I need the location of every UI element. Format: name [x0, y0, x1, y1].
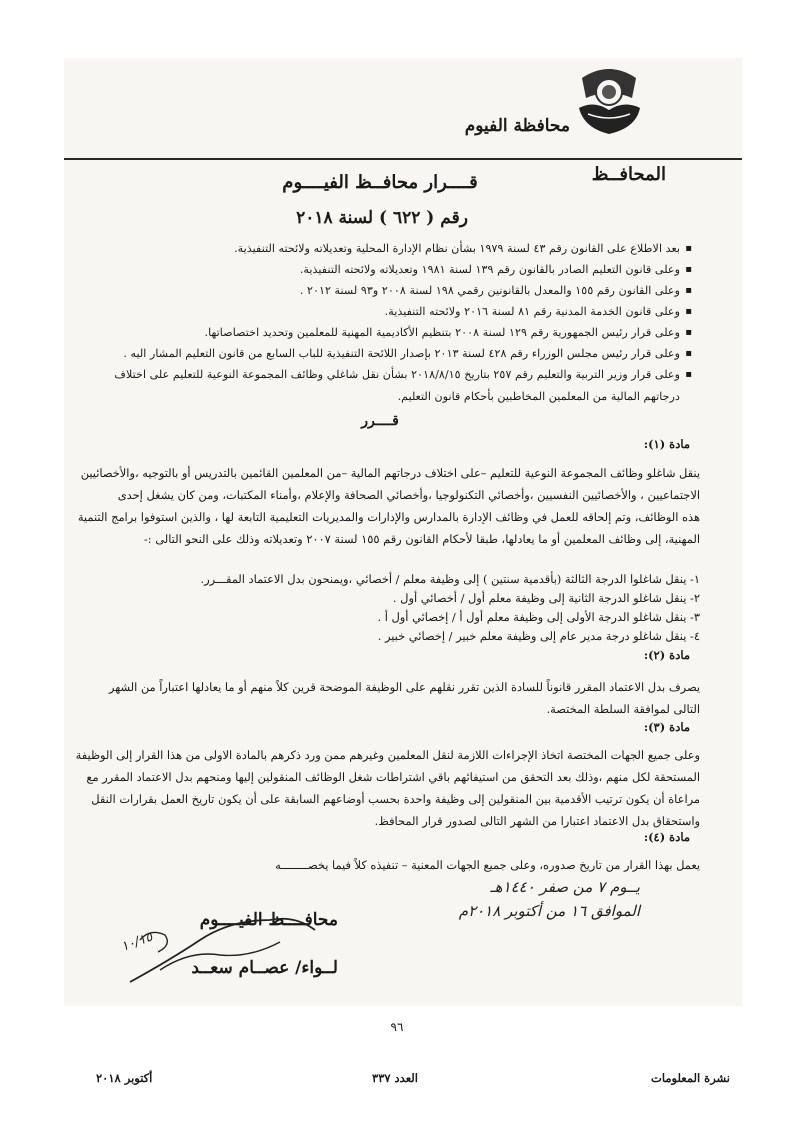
- signature-title: محافــــظ الفيــــوم: [199, 910, 338, 930]
- gregorian-date: الموافق ١٦ من أكتوبر ٢٠١٨م: [458, 902, 640, 920]
- article-1-line: هذه الوظائف، وتم إلحاقه للعمل في وظائف الإدارة بالمدارس والإدارات والمديريات التعليمية التابعة لها ، والذين استوفوا برامج التنمية: [77, 510, 700, 524]
- decided-heading: قــــرر: [361, 413, 399, 429]
- footer-issue: العدد ٣٣٧: [372, 1071, 418, 1085]
- preamble-line: ▪ بعد الاطلاع على القانون رقم ٤٣ لسنة ١٩٧٩ بشأن نظام الإدارة المحلية وتعديلاته ولائحته التنفيذية.: [70, 241, 680, 256]
- decree-title: قــــرار محافــظ الفيــــوم: [282, 172, 478, 193]
- governorate-emblem-icon: [574, 58, 644, 142]
- preamble-line: ▪ وعلى قانون التعليم الصادر بالقانون رقم ١٣٩ لسنة ١٩٨١ وتعديلاته ولائحته التنفيذية.: [70, 262, 680, 277]
- preamble-line: ▪ وعلى قرار رئيس الجمهورية رقم ١٢٩ لسنة ٢٠٠٨ بتنظيم الأكاديمية المهنية للمعلمين وتحديد اختصاصاتها.: [70, 325, 680, 340]
- decree-number: رقم ( ٦٢٢ ) لسنة ٢٠١٨: [296, 208, 468, 228]
- governor-heading: المحافــظ: [591, 164, 666, 185]
- governorate-name: محافظة الفيوم: [464, 116, 570, 136]
- article-3-line: وعلى جميع الجهات المختصة اتخاذ الإجراءات اللازمة لنقل المعلمين وغيرهم ممن ورد ذكرهم بالمادة الاولى من هذا القرار إلى الوظيفة: [75, 748, 700, 762]
- footer-date: أكتوبر ٢٠١٨: [96, 1071, 153, 1085]
- preamble-continuation: درجاتهم المالية من المعلمين المخاطبين بأحكام قانون التعليم.: [397, 390, 680, 403]
- article-1-item: ١- ينقل شاغلوا الدرجة الثالثة (بأقدمية سنتين ) إلى وظيفة معلم / أخصائي ،ويمنحون بدل الاعتماد المقـــرر.: [200, 572, 700, 586]
- article-3-line: واستحقاق بدل الاعتماد اعتبارا من الشهر التالى لصدور قرار المحافظ.: [374, 814, 700, 828]
- article-3-label: مادة (٣):: [643, 720, 690, 734]
- article-1-line: الاجتماعيين ، والأخصائيين النفسيين ،وأخصائي التكنولوجيا ،وأخصائي الصحافة والإعلام ،وأمناء المكتبات، ومن كان يشغل إحدى: [117, 488, 700, 502]
- preamble-line: ▪ وعلى القانون رقم ١٥٥ والمعدل بالقانونين رقمي ١٩٨ لسنة ٢٠٠٨ و٩٣ لسنة ٢٠١٢ .: [70, 283, 680, 298]
- preamble-line: ▪ وعلى قرار وزير التربية والتعليم رقم ٢٥٧ بتاريخ ٢٠١٨/٨/١٥ بشأن نقل شاغلي وظائف المجموعة النوعية للتعليم على اختلاف: [70, 367, 680, 382]
- article-2-label: مادة (٢):: [643, 648, 690, 662]
- article-3-line: مراعاة أن يكون ترتيب الأقدمية بين المنقولين إلى وظيفة واحدة بحسب أوضاعهم السابقة على أن يكون تاريخ العمل بقرارات النقل: [91, 792, 700, 806]
- article-1-item: ٢- ينقل شاغلو الدرجة الثانية إلى وظيفة معلم أول / أخصائي أول .: [392, 591, 700, 605]
- preamble-line: ▪ وعلى قرار رئيس مجلس الوزراء رقم ٤٢٨ لسنة ٢٠١٣ بإصدار اللائحة التنفيذية للباب السابع من قانون التعليم المشار اليه .: [70, 346, 680, 361]
- article-1-line: ينقل شاغلو وظائف المجموعة النوعية للتعليم –على اختلاف درجاتهم المالية –من المعلمين القائمين بالتدريس أو بالتوجيه ،والأخصائيين: [80, 466, 700, 480]
- article-1-line: المهنية، إلى وظائف المعلمين أو ما يعادلها، طبقا لأحكام القانون رقم ١٥٥ لسنة ٢٠٠٧ وتعديلاته وذلك على النحو التالى :-: [143, 532, 700, 546]
- signature-date-scribble: ١٠/١٥: [119, 929, 155, 955]
- article-1-label: مادة (١):: [643, 437, 690, 451]
- article-1-item: ٣- ينقل شاغلو الدرجة الأولى إلى وظيفة معلم أول أ / إخصائي أول أ .: [377, 610, 700, 624]
- preamble-line: ▪ وعلى قانون الخدمة المدنية رقم ٨١ لسنة ٢٠١٦ ولائحته التنفيذية.: [70, 304, 680, 319]
- article-2-line: يصرف بدل الاعتماد المقرر قانوناً للسادة الذين تقرر نقلهم على الوظيفة الموضحة قرين كلاً منهم أو ما يعادلها اعتباراً من الشهر: [108, 680, 700, 694]
- article-2-line: التالى لموافقة السلطة المختصة.: [546, 702, 700, 716]
- hijri-date: يــوم ٧ من صفر ١٤٤٠هـ: [490, 878, 640, 896]
- page-number: ٩٦: [390, 1020, 404, 1034]
- signature-name: لــواء/ عصــام سعــد: [191, 958, 338, 978]
- header-rule: [64, 158, 742, 160]
- article-4-line: يعمل بهذا القرار من تاريخ صدوره، وعلى جميع الجهات المعنية – تنفيذه كلاً فيما يخصــــــــه: [275, 858, 700, 872]
- footer-bulletin: نشرة المعلومات: [651, 1071, 730, 1085]
- article-1-item: ٤- ينقل شاغلو درجة مدير عام إلى وظيفة معلم خبير / إخصائي خبير .: [377, 629, 700, 643]
- article-4-label: مادة (٤):: [643, 830, 690, 844]
- article-3-line: المستحقة لكل منهم ،وذلك بعد التحقق من استيفائهم باقي اشتراطات شغل الوظائف المنقولين إليها ومنحهم بدل الاعتماد المقرر مع: [86, 770, 700, 784]
